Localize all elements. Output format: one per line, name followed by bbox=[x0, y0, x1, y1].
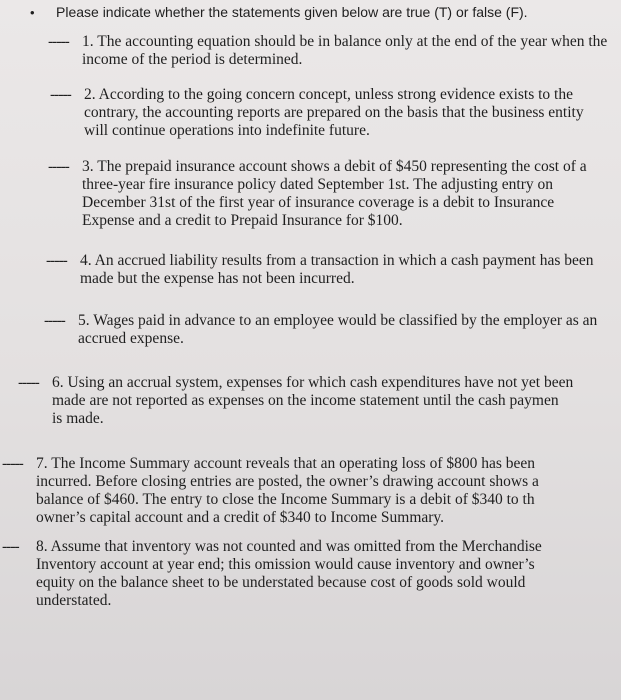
instructions bbox=[30, 4, 528, 20]
statement-line: made but the expense has not been incurred. bbox=[80, 270, 355, 287]
bullet: • bbox=[30, 5, 35, 20]
statement-2 bbox=[50, 86, 584, 140]
answer-blank[interactable]: ----- bbox=[50, 86, 71, 103]
statement-line: equity on the balance sheet to be understated because cost of goods sold would bbox=[36, 574, 526, 591]
statement-line: The accounting equation should be in balance only at the end of the year when the bbox=[97, 33, 608, 50]
answer-blank[interactable]: ----- bbox=[18, 374, 39, 391]
answer-blank[interactable]: ----- bbox=[46, 252, 67, 269]
statement-6 bbox=[18, 374, 573, 428]
statement-1 bbox=[48, 33, 607, 69]
statement-line: is made. bbox=[52, 410, 104, 427]
statement-line: made are not reported as expenses on the income statement until the cash paymen bbox=[52, 392, 559, 409]
statement-number: 8. bbox=[36, 538, 48, 555]
statement-line: Expense and a credit to Prepaid Insurance for $100. bbox=[82, 212, 403, 229]
answer-blank[interactable]: ---- bbox=[2, 538, 19, 555]
statement-line: The prepaid insurance account shows a debit of $450 representing the cost of a bbox=[97, 158, 587, 175]
statement-number: 1. bbox=[82, 33, 94, 50]
statement-line: December 31st of the first year of insurance coverage is a debit to Insurance bbox=[82, 194, 555, 211]
statement-line: Wages paid in advance to an employee would be classified by the employer as an bbox=[93, 312, 598, 329]
statement-line: balance of $460. The entry to close the Income Summary is a debit of $340 to th bbox=[36, 491, 535, 508]
statement-5 bbox=[44, 312, 597, 348]
statement-number: 6. bbox=[52, 374, 64, 391]
statement-line: three-year fire insurance policy dated September 1st. The adjusting entry on bbox=[82, 176, 554, 193]
statement-line: Inventory account at year end; this omission would cause inventory and owner’s bbox=[36, 556, 535, 573]
statement-line: owner’s capital account and a credit of $340 to Income Summary. bbox=[36, 509, 445, 526]
statement-line: will continue operations into indefinite future. bbox=[84, 122, 370, 139]
answer-blank[interactable]: ----- bbox=[48, 158, 69, 175]
instructions-text: Please indicate whether the statements given below are true (T) or false (F). bbox=[56, 4, 528, 20]
statement-3 bbox=[48, 158, 587, 230]
statement-line: contrary, the accounting reports are prepared on the basis that the business entity bbox=[84, 104, 584, 121]
statement-number: 2. bbox=[84, 86, 96, 103]
statement-line: accrued expense. bbox=[78, 330, 184, 347]
statement-7 bbox=[2, 455, 539, 527]
statement-line: According to the going concern concept, unless strong evidence exists to the bbox=[98, 86, 573, 103]
statement-line: An accrued liability results from a transaction in which a cash payment has been bbox=[94, 252, 594, 269]
statement-number: 5. bbox=[78, 312, 90, 329]
statement-line: Using an accrual system, expenses for which cash expenditures have not yet been bbox=[67, 374, 574, 391]
statement-4 bbox=[46, 252, 594, 288]
answer-blank[interactable]: ----- bbox=[44, 312, 65, 329]
statement-number: 3. bbox=[82, 158, 94, 175]
statement-number: 4. bbox=[80, 252, 92, 269]
answer-blank[interactable]: ----- bbox=[2, 455, 23, 472]
statement-line: income of the period is determined. bbox=[82, 51, 303, 68]
statement-8 bbox=[2, 538, 542, 610]
statement-line: The Income Summary account reveals that an operating loss of $800 has been bbox=[51, 455, 536, 472]
answer-blank[interactable]: ----- bbox=[48, 33, 69, 50]
statement-line: Assume that inventory was not counted and was omitted from the Merchandise bbox=[50, 538, 542, 555]
statement-line: incurred. Before closing entries are posted, the owner’s drawing account shows a bbox=[36, 473, 539, 490]
statement-line: understated. bbox=[36, 592, 112, 609]
statement-number: 7. bbox=[36, 455, 48, 472]
